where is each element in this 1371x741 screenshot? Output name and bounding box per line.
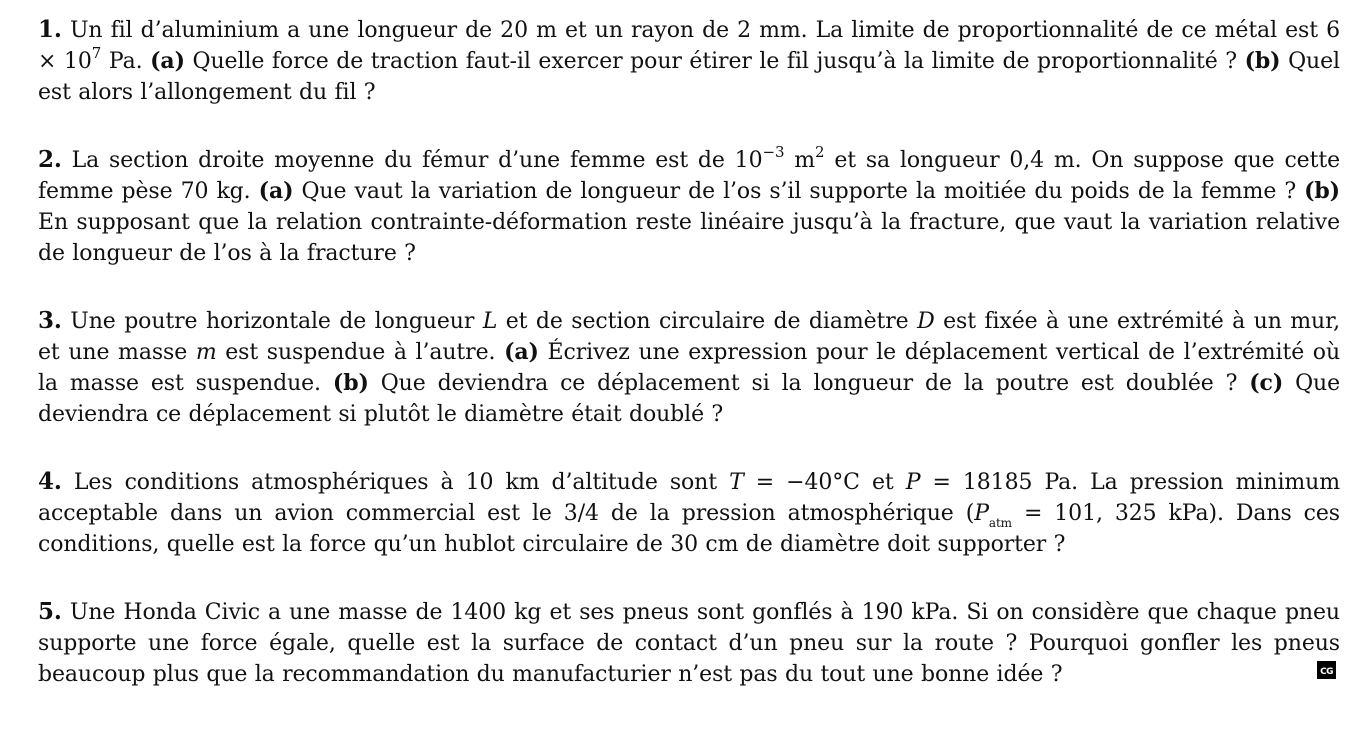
problem-text: Pa. [101,49,151,74]
problem-text: Quelle force de traction faut-il exercer pour étirer le fil jusqu’à la limite de proportionnalité ? [184,49,1245,74]
problem-text: La section droite moyenne du fémur d’une femme est de 10 [71,148,763,173]
problem-text: et de section circulaire de diamètre [497,309,918,334]
problem-text: Que vaut la variation de longueur de l’os s’il supporte la moitiée du poids de la femme ? [293,179,1305,204]
part-label: (a) [150,48,185,74]
unit-exponent: 2 [815,142,825,161]
subscript: atm [988,516,1012,531]
problem-4 [38,466,1340,560]
problem-number: 2. [38,146,62,173]
problem-number: 5. [38,598,62,625]
exponent: −3 [762,142,785,161]
problem-5 [38,596,1340,690]
problem-text: Une poutre horizontale de longueur [70,309,483,334]
problem-text: Une Honda Civic a une masse de 1400 kg et ses pneus sont gonflés à 190 kPa. Si on considère que chaque pneu supporte une force égale, quelle est la surface de contact d’un pneu sur la route ? Pourquoi gonfler les pneus beaucoup plus que la recommandation du manufacturier n’est pas du tout une bonne idée ? [38,600,1340,687]
cg-logo-badge: CG [1317,661,1336,679]
problem-text: Quel est alors l’allongement du fil ? [38,49,1340,105]
problem-text: Les conditions atmosphériques à 10 km d’altitude sont [73,470,730,495]
problem-text: = −40°C et [743,470,906,495]
exponent: 7 [91,43,102,62]
problem-text: = 101, 325 kPa). Dans ces conditions, quelle est la force qu’un hublot circulaire de 30 cm de diamètre doit supporter ? [38,501,1340,557]
problem-2 [38,144,1340,269]
problem-text: Que deviendra ce déplacement si la longueur de la poutre est doublée ? [368,371,1250,396]
variable: P [974,501,989,526]
problem-3 [38,305,1340,430]
problem-text: En supposant que la relation contrainte-déformation reste linéaire jusqu’à la fracture, que vaut la variation relative de longueur de l’os à la fracture ? [38,210,1340,266]
problem-set [38,14,1340,690]
problem-number: 1. [38,16,62,43]
problem-1 [38,14,1340,108]
variable: L [482,309,498,334]
variable: m [195,340,217,365]
problem-text: est suspendue à l’autre. [216,340,505,365]
part-label: (b) [1244,48,1281,74]
part-label: (a) [504,339,539,365]
variable: D [917,309,935,334]
problem-text: Écrivez une expression pour le déplacement vertical de l’extrémité où la masse est suspendue. [38,340,1341,396]
part-label: (b) [332,370,369,396]
variable: T [729,470,744,495]
problem-text: = 18185 Pa. La pression minimum acceptable dans un avion commercial est le 3/4 de la pression atmosphérique ( [38,470,1340,526]
variable: P [905,470,921,495]
problem-text: est fixée à une extrémité à un mur, et une masse [38,309,1340,365]
unit: m [784,148,816,173]
part-label: (a) [258,178,294,204]
problem-text: et sa longueur 0,4 m. On suppose que cette femme pèse 70 kg. [38,148,1340,204]
part-label: (b) [1304,178,1340,204]
problem-number: 3. [38,307,62,334]
part-label: (c) [1249,370,1284,396]
problem-text: Que deviendra ce déplacement si plutôt le diamètre était doublé ? [38,371,1340,427]
problem-number: 4. [38,468,62,495]
problem-text: Un fil d’aluminium a une longueur de 20 m et un rayon de 2 mm. La limite de proportionnalité de ce métal est 6 × 10 [38,18,1340,74]
